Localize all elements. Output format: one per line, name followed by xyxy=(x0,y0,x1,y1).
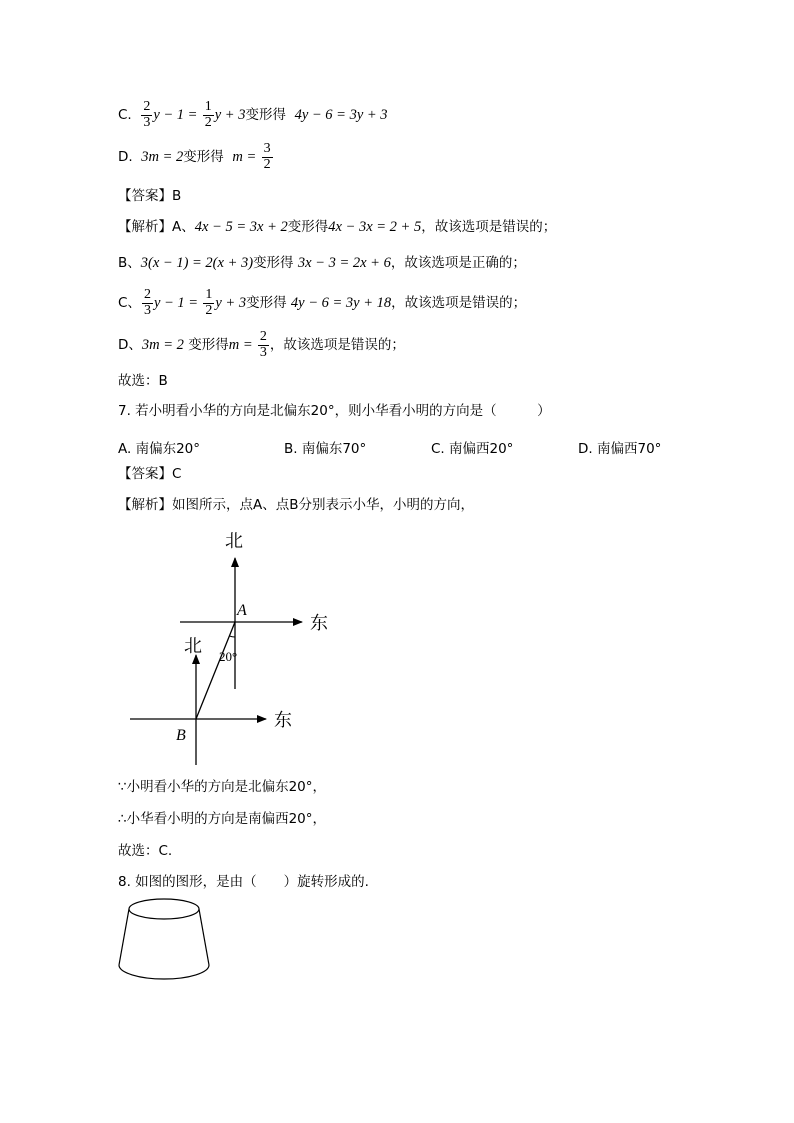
q7-option-b: B. 南偏东70° xyxy=(284,441,367,457)
north-label-b: 北 xyxy=(184,636,202,656)
q8-stem: 8. 如图的图形，是由（ ）旋转形成的. xyxy=(118,874,369,890)
q6-explanation-b: B、3(x − 1) = 2(x + 3)变形得 3x − 3 = 2x + 6，故该选项是正确的； xyxy=(118,255,526,271)
transform-text: 变形得 xyxy=(245,107,286,124)
q7-explanation xyxy=(118,499,474,513)
north-label-a: 北 xyxy=(225,531,243,551)
angle-label: 20° xyxy=(219,649,238,664)
explanation-head: 【解析】 xyxy=(118,219,172,235)
q7-option-a: A. 南偏东20° xyxy=(118,441,201,457)
q6-choose: 故选：B xyxy=(118,373,168,389)
equation-rhs: y + 3 xyxy=(214,107,246,124)
q7-answer: 【答案】C xyxy=(118,466,182,482)
fraction-3-2: $\frac{3}{2}$ xyxy=(263,141,271,172)
fraction-1-2: $\frac{1}{2}$ xyxy=(204,99,212,130)
q6-answer: 【答案】B xyxy=(118,188,182,204)
q7-therefore: ∴小华看小明的方向是南偏西20°， xyxy=(118,811,327,827)
q7-because: ∵小明看小华的方向是北偏东20°， xyxy=(118,779,327,795)
direction-diagram xyxy=(120,525,340,770)
q7-stem: 7. 若小明看小华的方向是北偏东20°，则小华看小明的方向是（ ） xyxy=(118,403,551,419)
equation: 3m = 2 xyxy=(141,149,184,166)
fraction-2-3: $\frac{2}{3}$ xyxy=(259,329,267,360)
point-a-label: A xyxy=(237,602,247,619)
angle-arc xyxy=(230,636,236,637)
option-label: C. xyxy=(118,107,132,124)
fraction-1-2: $\frac{1}{2}$ xyxy=(205,287,213,318)
equation-lhs: y − 1 = xyxy=(153,107,198,124)
point-b-label: B xyxy=(176,727,186,744)
east-label-a: 东 xyxy=(310,613,328,633)
q6-option-d xyxy=(118,142,274,172)
fraction-2-3: $\frac{2}{3}$ xyxy=(143,287,151,318)
equation-result: 4y − 6 = 3y + 3 xyxy=(294,107,388,124)
q7-option-c: C. 南偏西20° xyxy=(431,441,514,457)
q6-explanation-d: D、3m = 2 变形得m = $\frac{2}{3}$ ，故该选项是错误的； xyxy=(118,329,405,360)
q6-explanation-c: C、 $\frac{2}{3}$ y − 1 = $\frac{1}{2}$ y + 3变形得 4y − 6 = 3y + 18，故该选项是错误的； xyxy=(118,287,527,318)
q7-option-d: D. 南偏西70° xyxy=(578,441,662,457)
east-label-b: 东 xyxy=(274,710,292,730)
fraction-2-3: $\frac{2}{3}$ xyxy=(143,99,151,130)
frustum-figure xyxy=(116,893,216,985)
transform-text: 变形得 xyxy=(183,149,224,166)
q6-option-c xyxy=(118,100,388,130)
option-label: D. xyxy=(118,149,133,166)
q6-explanation-a: 【解析】A、4x − 5 = 3x + 2变形得4x − 3x = 2 + 5，故该选项是错误的； xyxy=(118,219,557,235)
q7-choose: 故选：C. xyxy=(118,843,173,859)
explanation-head: 【解析】 xyxy=(118,497,172,513)
equation-result: m = xyxy=(232,149,257,166)
explanation-text: 如图所示，点A、点B分别表示小华，小明的方向， xyxy=(172,497,474,513)
